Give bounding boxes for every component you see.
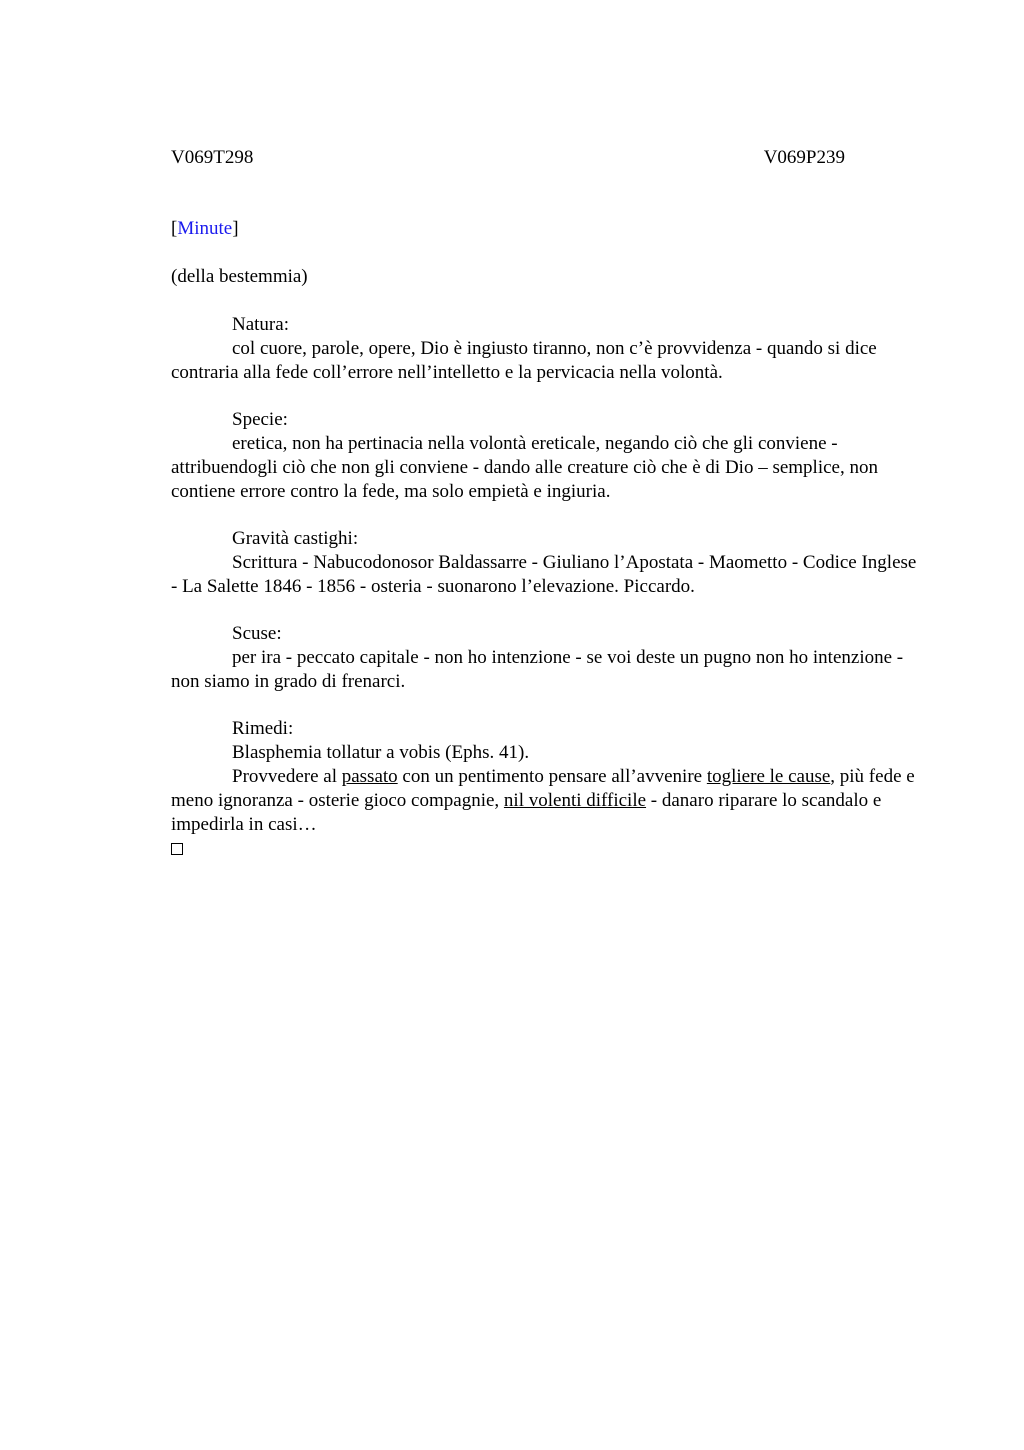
section-body: Scrittura - Nabucodonosor Baldassarre - Giuliano l’Apostata - Maometto - Codice Inglese - La Salette 1846 - 1856 - osteria - suonarono l’elevazione. Piccardo.	[171, 552, 917, 597]
section-body: Blasphemia tollatur a vobis (Ephs. 41).	[232, 742, 530, 763]
section-rimedi	[171, 717, 921, 862]
section-gravita-castighi	[171, 527, 921, 599]
document-code-left: V069T298	[171, 147, 254, 168]
end-of-document-box-icon	[171, 843, 183, 855]
section-natura	[171, 313, 921, 385]
page-header	[171, 146, 845, 170]
underlined-togliere-le-cause: togliere le cause	[706, 766, 831, 787]
section-heading: Rimedi:	[232, 718, 294, 739]
section-heading: Specie:	[232, 409, 288, 430]
minute-link[interactable]: Minute	[177, 218, 233, 239]
section-specie	[171, 408, 921, 504]
end-marker-line	[171, 837, 921, 862]
text-run: - danaro riparare lo scandalo e impedirla in casi…	[171, 790, 882, 835]
close-bracket: ]	[232, 218, 239, 239]
section-heading: Natura:	[232, 314, 289, 335]
section-body: col cuore, parole, opere, Dio è ingiusto tiranno, non c’è provvidenza - quando si dice contraria alla fede coll’errore nell’intelletto e la pervicacia nella volontà.	[171, 338, 877, 383]
section-scuse	[171, 622, 921, 694]
section-final-paragraph	[171, 765, 921, 837]
text-run: , più fede e meno ignoranza - osterie gioco compagnie,	[171, 766, 915, 811]
section-body: per ira - peccato capitale - non ho intenzione - se voi deste un pugno non ho intenzione - non siamo in grado di frenarci.	[171, 647, 904, 692]
section-body: eretica, non ha pertinacia nella volontà ereticale, negando ciò che gli conviene - attribuendogli ciò che non gli conviene - dando alle creature ciò che è di Dio – semplice, non contiene errore contro la fede, ma solo empietà e ingiuria.	[171, 433, 878, 502]
section-heading: Gravità castighi:	[232, 528, 359, 549]
text-run: con un pentimento pensare all’avvenire	[397, 766, 707, 787]
section-heading: Scuse:	[232, 623, 282, 644]
minute-reference	[171, 217, 239, 241]
underlined-nil-volenti-difficile: nil volenti difficile	[503, 790, 647, 811]
open-bracket: [	[171, 218, 178, 239]
document-code-right: V069P239	[763, 147, 845, 168]
text-run: Provvedere al	[232, 766, 342, 787]
document-subtitle: (della bestemmia)	[171, 266, 308, 287]
underlined-passato: passato	[341, 766, 398, 787]
